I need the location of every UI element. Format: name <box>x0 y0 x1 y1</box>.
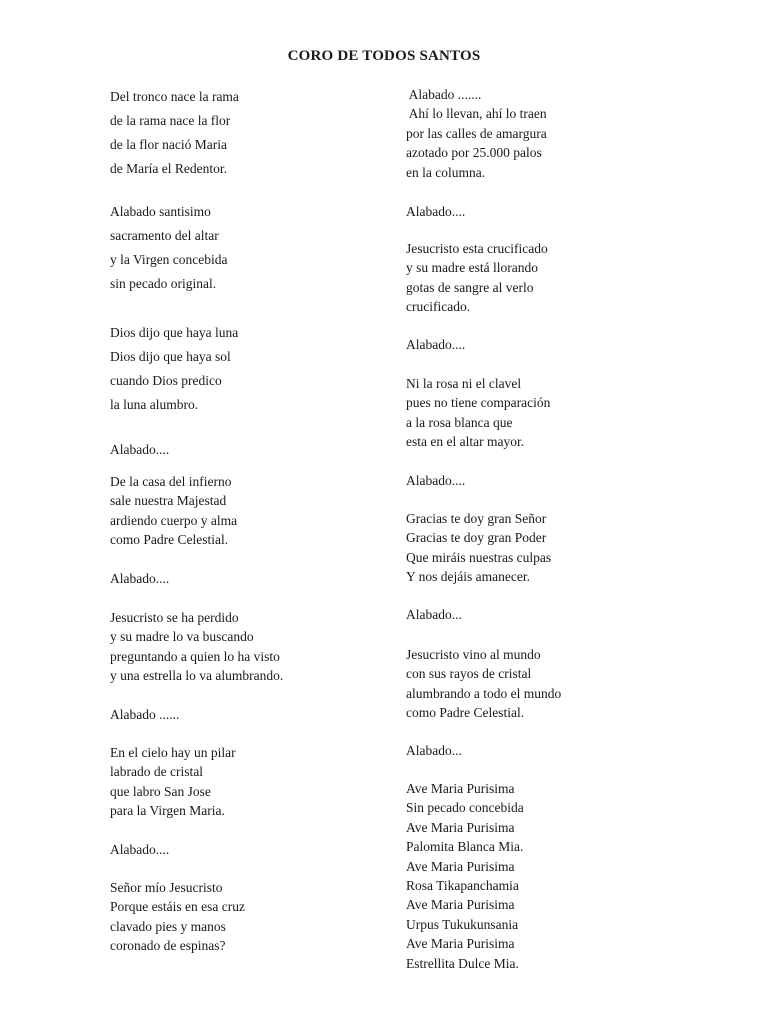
verse-line: Alabado ...... <box>110 707 180 722</box>
verse-line: azotado por 25.000 palos <box>406 145 542 161</box>
verse-line: como Padre Celestial. <box>406 705 525 721</box>
verse-line: Porque estáis en esa cruz <box>110 899 245 915</box>
verse-line: para la Virgen Maria. <box>110 803 225 819</box>
stanza <box>406 374 550 452</box>
stanza <box>110 200 228 296</box>
verse-line: y la Virgen concebida <box>110 252 228 267</box>
verse-line: Sin pecado concebida <box>406 800 524 816</box>
verse-line: ardiendo cuerpo y alma <box>110 512 238 528</box>
verse-line: Estrellita Dulce Mia. <box>406 955 519 971</box>
stanza <box>406 335 465 354</box>
stanza <box>406 85 547 182</box>
verse-line: alumbrando a todo el mundo <box>406 685 562 701</box>
verse-line: y su madre está llorando <box>406 260 538 276</box>
verse-line: Ahí lo llevan, ahí lo traen <box>406 106 547 122</box>
verse-line: Y nos dejáis amanecer. <box>406 569 530 585</box>
verse-line: Que miráis nuestras culpas <box>406 549 552 565</box>
verse-line: de la flor nació Maria <box>110 137 227 152</box>
verse-line: Ave Maria Purisima <box>406 819 515 835</box>
stanza <box>110 569 169 588</box>
stanza <box>110 438 169 462</box>
stanza <box>110 878 245 956</box>
stanza <box>406 741 462 760</box>
verse-line: crucificado. <box>406 299 471 315</box>
stanza <box>110 705 179 724</box>
verse-line: sacramento del altar <box>110 228 219 243</box>
stanza <box>406 605 462 624</box>
verse-line: sale nuestra Majestad <box>110 493 227 509</box>
stanza <box>110 840 169 859</box>
verse-line: Ave Maria Purisima <box>406 781 515 796</box>
stanza <box>406 202 465 221</box>
verse-line: preguntando a quien lo ha visto <box>110 648 280 664</box>
verse-line: Señor mío Jesucristo <box>110 880 223 895</box>
verse-line: Ave Maria Purisima <box>406 897 515 913</box>
verse-line: Del tronco nace la rama <box>110 89 239 104</box>
verse-line: Gracias te doy gran Poder <box>406 530 547 546</box>
verse-line: en la columna. <box>406 164 486 180</box>
stanza <box>406 471 465 490</box>
verse-line: a la rosa blanca que <box>406 414 513 430</box>
verse-line: Jesucristo vino al mundo <box>406 647 541 662</box>
verse-line: como Padre Celestial. <box>110 532 229 548</box>
stanza <box>110 472 237 550</box>
verse-line: Alabado.... <box>406 337 466 352</box>
verse-line: gotas de sangre al verlo <box>406 279 534 295</box>
stanza <box>110 85 239 181</box>
verse-line: Jesucristo esta crucificado <box>406 241 548 256</box>
verse-line: por las calles de amargura <box>406 125 547 141</box>
verse-line: de la rama nace la flor <box>110 113 231 128</box>
stanza <box>406 509 551 587</box>
verse-line: Jesucristo se ha perdido <box>110 610 239 625</box>
verse-line: Alabado... <box>406 743 462 758</box>
verse-line: Alabado.... <box>110 842 170 857</box>
verse-line: Alabado.... <box>110 571 170 586</box>
verse-line: sin pecado original. <box>110 276 217 291</box>
verse-line: Ave Maria Purisima <box>406 858 515 874</box>
verse-line: labrado de cristal <box>110 764 203 780</box>
verse-line: pues no tiene comparación <box>406 395 551 411</box>
stanza <box>406 779 524 973</box>
verse-line: la luna alumbro. <box>110 397 199 412</box>
verse-line: Alabado santisimo <box>110 204 211 219</box>
verse-line: Dios dijo que haya sol <box>110 349 231 364</box>
verse-line: coronado de espinas? <box>110 938 226 954</box>
verse-line: esta en el altar mayor. <box>406 434 525 450</box>
verse-line: Dios dijo que haya luna <box>110 325 239 340</box>
stanza <box>110 608 283 686</box>
verse-line: Alabado.... <box>406 204 466 219</box>
verse-line: clavado pies y manos <box>110 918 226 934</box>
verse-line: De la casa del infierno <box>110 474 232 489</box>
verse-line: Ave Maria Purisima <box>406 936 515 952</box>
stanza <box>110 743 236 821</box>
verse-line: con sus rayos de cristal <box>406 666 532 682</box>
verse-line: cuando Dios predico <box>110 373 222 388</box>
verse-line: Alabado.... <box>406 473 466 488</box>
verse-line: y una estrella lo va alumbrando. <box>110 668 284 684</box>
stanza <box>406 239 548 317</box>
verse-line: Palomita Blanca Mia. <box>406 839 524 855</box>
verse-line: Alabado... <box>406 607 462 622</box>
verse-line: Alabado.... <box>110 442 170 457</box>
verse-line: de María el Redentor. <box>110 161 227 176</box>
verse-line: Rosa Tikapanchamia <box>406 877 519 893</box>
verse-line: Urpus Tukukunsania <box>406 916 519 932</box>
verse-line: Alabado ....... <box>406 87 482 102</box>
stanza <box>406 645 561 723</box>
verse-line: Gracias te doy gran Señor <box>406 511 547 526</box>
page-title: CORO DE TODOS SANTOS <box>287 48 481 64</box>
verse-line: Ni la rosa ni el clavel <box>406 376 522 391</box>
verse-line: y su madre lo va buscando <box>110 629 254 645</box>
verse-line: En el cielo hay un pilar <box>110 745 236 760</box>
verse-line: que labro San Jose <box>110 783 211 799</box>
stanza <box>110 321 238 417</box>
